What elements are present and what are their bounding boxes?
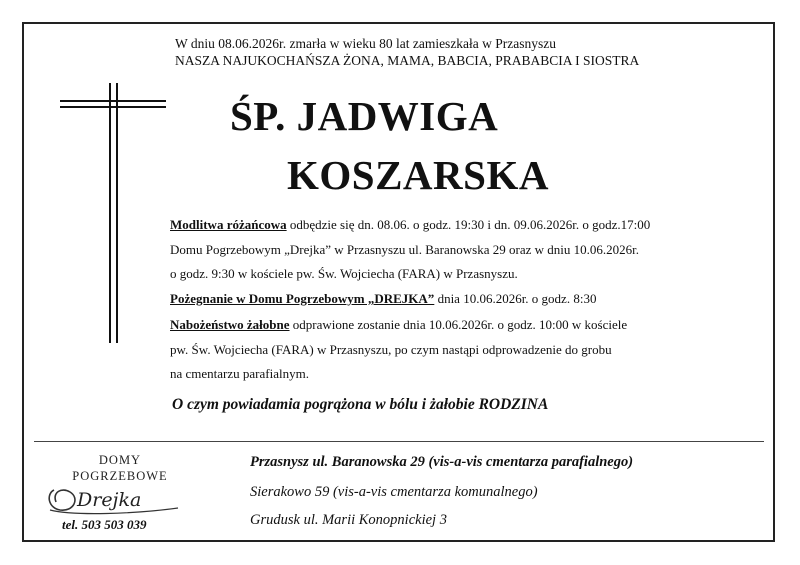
address-2: Sierakowo 59 (vis-a-vis cmentarza komunalnego) (250, 484, 538, 500)
rosary-text: odbędzie się dn. 08.06. o godz. 19:30 i dn. 09.06.2026r. o godz.17:00 (286, 217, 651, 232)
address-1: Przasnysz ul. Baranowska 29 (vis-a-vis cmentarza parafialnego) (250, 454, 634, 470)
farewell-line (170, 291, 596, 307)
intro-line-2: NASZA NAJUKOCHAŃSZA ŻONA, MAMA, BABCIA, PRABABCIA I SIOSTRA (175, 53, 640, 68)
deceased-name-last: KOSZARSKA (287, 152, 549, 198)
mass-label: Nabożeństwo żałobne (170, 317, 290, 332)
closing-statement: O czym powiadamia pogrążona w bólu i żałobie RODZINA (172, 396, 549, 413)
intro (175, 35, 639, 69)
logo-script: Drejka (77, 489, 142, 511)
rosary-label: Modlitwa różańcowa (170, 217, 287, 232)
mass-line-3: na cmentarzu parafialnym. (170, 366, 309, 381)
mass-text: odprawione zostanie dnia 10.06.2026r. o godz. 10:00 w kościele (289, 317, 628, 332)
rosary-line-1 (170, 217, 650, 233)
rosary-line-3: o godz. 9:30 w kościele pw. Św. Wojciecha (FARA) w Przasnyszu. (170, 266, 518, 281)
farewell-text: dnia 10.06.2026r. o godz. 8:30 (434, 291, 597, 306)
divider (34, 441, 764, 442)
logo-line-1: DOMY (98, 453, 142, 467)
rosary-line-2: Domu Pogrzebowym „Drejka” w Przasnyszu ul. Baranowska 29 oraz w dniu 10.06.2026r. (170, 242, 639, 257)
address-3: Grudusk ul. Marii Konopnickiej 3 (250, 512, 447, 528)
farewell-label: Pożegnanie w Domu Pogrzebowym „DREJKA” (170, 291, 435, 306)
logo-text (45, 452, 195, 484)
intro-line-1: W dniu 08.06.2026r. zmarła w wieku 80 lat zamieszkała w Przasnyszu (175, 36, 557, 51)
deceased-name-first: ŚP. JADWIGA (230, 93, 499, 139)
drejka-logo (44, 484, 184, 516)
mass-line-2: pw. Św. Wojciecha (FARA) w Przasnyszu, po czym nastąpi odprowadzenie do grobu (170, 342, 612, 357)
phone-number: tel. 503 503 039 (62, 517, 147, 532)
mass-line-1 (170, 317, 627, 333)
logo-line-2: POGRZEBOWE (72, 469, 168, 483)
